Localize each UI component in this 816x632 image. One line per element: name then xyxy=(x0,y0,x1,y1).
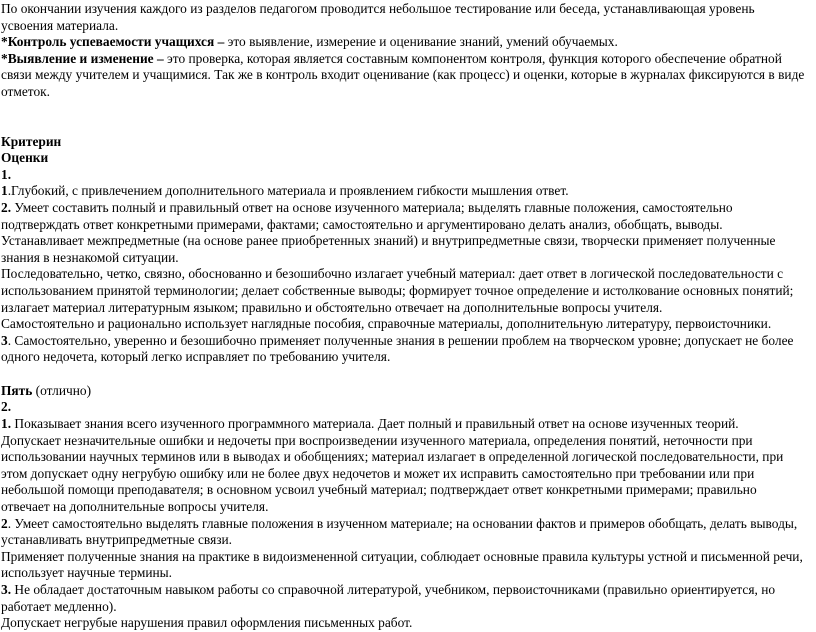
grade-item-2: 2. Умеет самостоятельно выделять главные положения в изученном материале; на основании фактов и примеров обобщать, делать выводы, устанавливать внутрипредметные связи. xyxy=(1,515,798,548)
criteria-heading: Критерин xyxy=(1,133,62,149)
section-number: 1. xyxy=(1,166,12,182)
grades-heading: Оценки xyxy=(1,150,49,166)
grade-item-3: 3. Не обладает достаточным навыком работы со справочной литературой, учебником, первоисточниками (правильно ориентируется, но работает медленно). xyxy=(1,582,776,614)
criteria-paragraph: Последовательно, четко, связно, обоснованно и безошибочно излагает учебный материал: дает ответ в логической последовательности с использованием принятой терминологии; делает собственные выводы; формирует точное определение и истолкование основных понятий; излагает материал литературным языком; правильно и обстоятельно отвечает на дополнительные вопросы учителя. xyxy=(1,266,794,315)
definition-term: *Контроль успеваемости учащихся – xyxy=(1,34,225,50)
criteria-paragraph: Самостоятельно и рационально использует наглядные пособия, справочные материалы, дополнительную литературу, первоисточники. xyxy=(1,316,772,332)
criteria-item-2: 2. Умеет составить полный и правильный ответ на основе изученного материала; выделять главные положения, самостоятельно подтверждать ответ конкретными примерами, фактами; самостоятельно и аргументировано делать анализ, обобщать, выводы. Устанавливает межпредметные (на основе ранее приобретенных знаний) и внутрипредметные связи, творчески применяет полученные знания в незнакомой ситуации. xyxy=(1,199,776,265)
definition-term: *Выявление и изменение – xyxy=(1,50,164,66)
definition-text: это проверка, которая является составным компонентом контроля, функция которого обеспечение обратной связи между учителем и учащимися. Так же в контроль входит оценивание (как процесс) и оценки, которые в журналах фиксируются в виде отметок. xyxy=(1,50,805,99)
grade-item-1: 1. Показывает знания всего изученного программного материала. Дает полный и правильный ответ на основе изученных теорий. xyxy=(1,416,739,432)
spacer xyxy=(1,101,807,134)
definition-control xyxy=(1,34,807,51)
intro-paragraph: По окончании изучения каждого из разделов педагогом проводится небольшое тестирование или беседа, устанавливающая уровень усвоения материала. xyxy=(1,1,755,33)
definition-detection xyxy=(1,51,807,101)
spacer xyxy=(1,366,807,383)
grade-paragraph: Допускает незначительные ошибки и недочеты при воспроизведении изученного материала, определения понятий, неточности при использовании научных терминов или в выводах и обобщениях; материал излагает в определенной логической последовательности, при этом допускает одну негрубую ошибку или не более двух недочетов и может их исправить самостоятельно при требовании или при небольшой помощи преподавателя; в основном усвоил учебный материал; подтверждает ответ конкретными примерами; правильно отвечает на дополнительные вопросы учителя. xyxy=(1,432,784,515)
criteria-item-3: 3. Самостоятельно, уверенно и безошибочно применяет полученные знания в решении проблем на творческом уровне; допускает не более одного недочета, который легко исправляет по требованию учителя. xyxy=(1,332,794,365)
definition-text: это выявление, измерение и оценивание знаний, умений обучаемых. xyxy=(224,34,618,50)
section-number: 2. xyxy=(1,399,12,415)
grade-five-title: Пять (отлично) xyxy=(1,382,92,398)
grade-paragraph: Применяет полученные знания на практике в видоизмененной ситуации, соблюдает основные правила культуры устной и письменной речи, использует научные термины. xyxy=(1,548,803,581)
criteria-item-1: 1.Глубокий, с привлечением дополнительного материала и проявлением гибкости мышления ответ. xyxy=(1,183,569,199)
grade-paragraph: Допускает негрубые нарушения правил оформления письменных работ. xyxy=(1,615,413,631)
